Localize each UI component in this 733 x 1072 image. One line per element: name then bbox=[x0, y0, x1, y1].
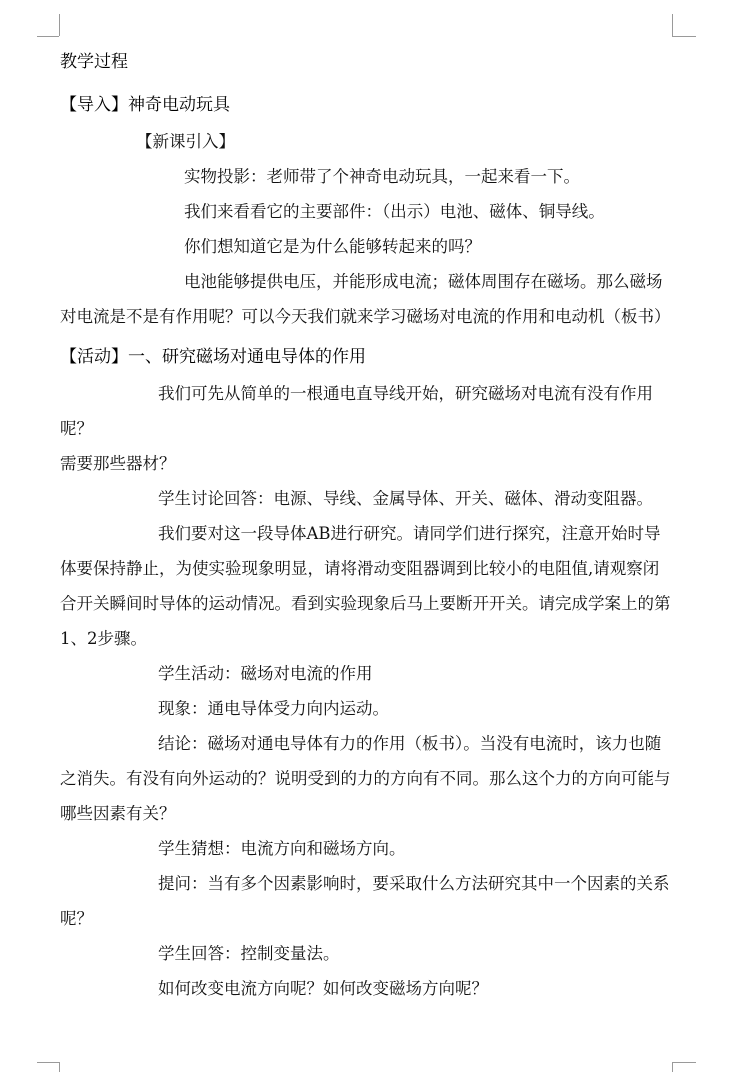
paragraph: 实物投影：老师带了个神奇电动玩具，一起来看一下。 bbox=[184, 167, 580, 186]
paragraph: 现象：通电导体受力向内运动。 bbox=[158, 699, 389, 718]
paragraph: 我们来看看它的主要部件：（出示）电池、磁体、铜导线。 bbox=[184, 202, 605, 221]
paragraph: 学生活动：磁场对电流的作用 bbox=[158, 664, 373, 683]
section-heading-activity: 【活动】一、研究磁场对通电导体的作用 bbox=[60, 347, 366, 367]
section-heading-intro: 【导入】神奇电动玩具 bbox=[60, 95, 230, 115]
paragraph: 学生回答：控制变量法。 bbox=[158, 944, 340, 963]
sub-heading-new-lesson: 【新课引入】 bbox=[136, 132, 235, 151]
paragraph: 学生讨论回答：电源、导线、金属导体、开关、磁体、滑动变阻器。 bbox=[158, 489, 653, 508]
paragraph: 我们可先从简单的一根通电直导线开始，研究磁场对电流有没有作用呢？ bbox=[60, 384, 653, 438]
paragraph: 提问：当有多个因素影响时，要采取什么方法研究其中一个因素的关系呢？ bbox=[60, 874, 670, 928]
paragraph: 结论：磁场对通电导体有力的作用（板书）。当没有电流时，该力也随之消失。有没有向外运动的？说明受到的力的方向有不同。那么这个力的方向可能与哪些因素有关？ bbox=[60, 734, 671, 823]
document-title: 教学过程 bbox=[60, 52, 128, 72]
paragraph: 我们要对这一段导体AB进行研究。请同学们进行探究，注意开始时导体要保持静止，为使实验现象明显，请将滑动变阻器调到比较小的电阻值,请观察闭合开关瞬间时导体的运动情况。看到实验现象后马上要断开开关。请完成学案上的第1、2步骤。 bbox=[60, 524, 671, 648]
document-body bbox=[60, 42, 672, 1006]
paragraph: 如何改变电流方向呢？如何改变磁场方向呢？ bbox=[158, 979, 488, 998]
paragraph: 电池能够提供电压，并能形成电流；磁体周围存在磁场。那么磁场对电流是不是有作用呢？可以今天我们就来学习磁场对电流的作用和电动机（板书） bbox=[60, 272, 671, 326]
paragraph: 学生猜想：电流方向和磁场方向。 bbox=[158, 839, 406, 858]
paragraph: 你们想知道它是为什么能够转起来的吗？ bbox=[184, 237, 481, 256]
paragraph: 需要那些器材？ bbox=[60, 454, 176, 473]
